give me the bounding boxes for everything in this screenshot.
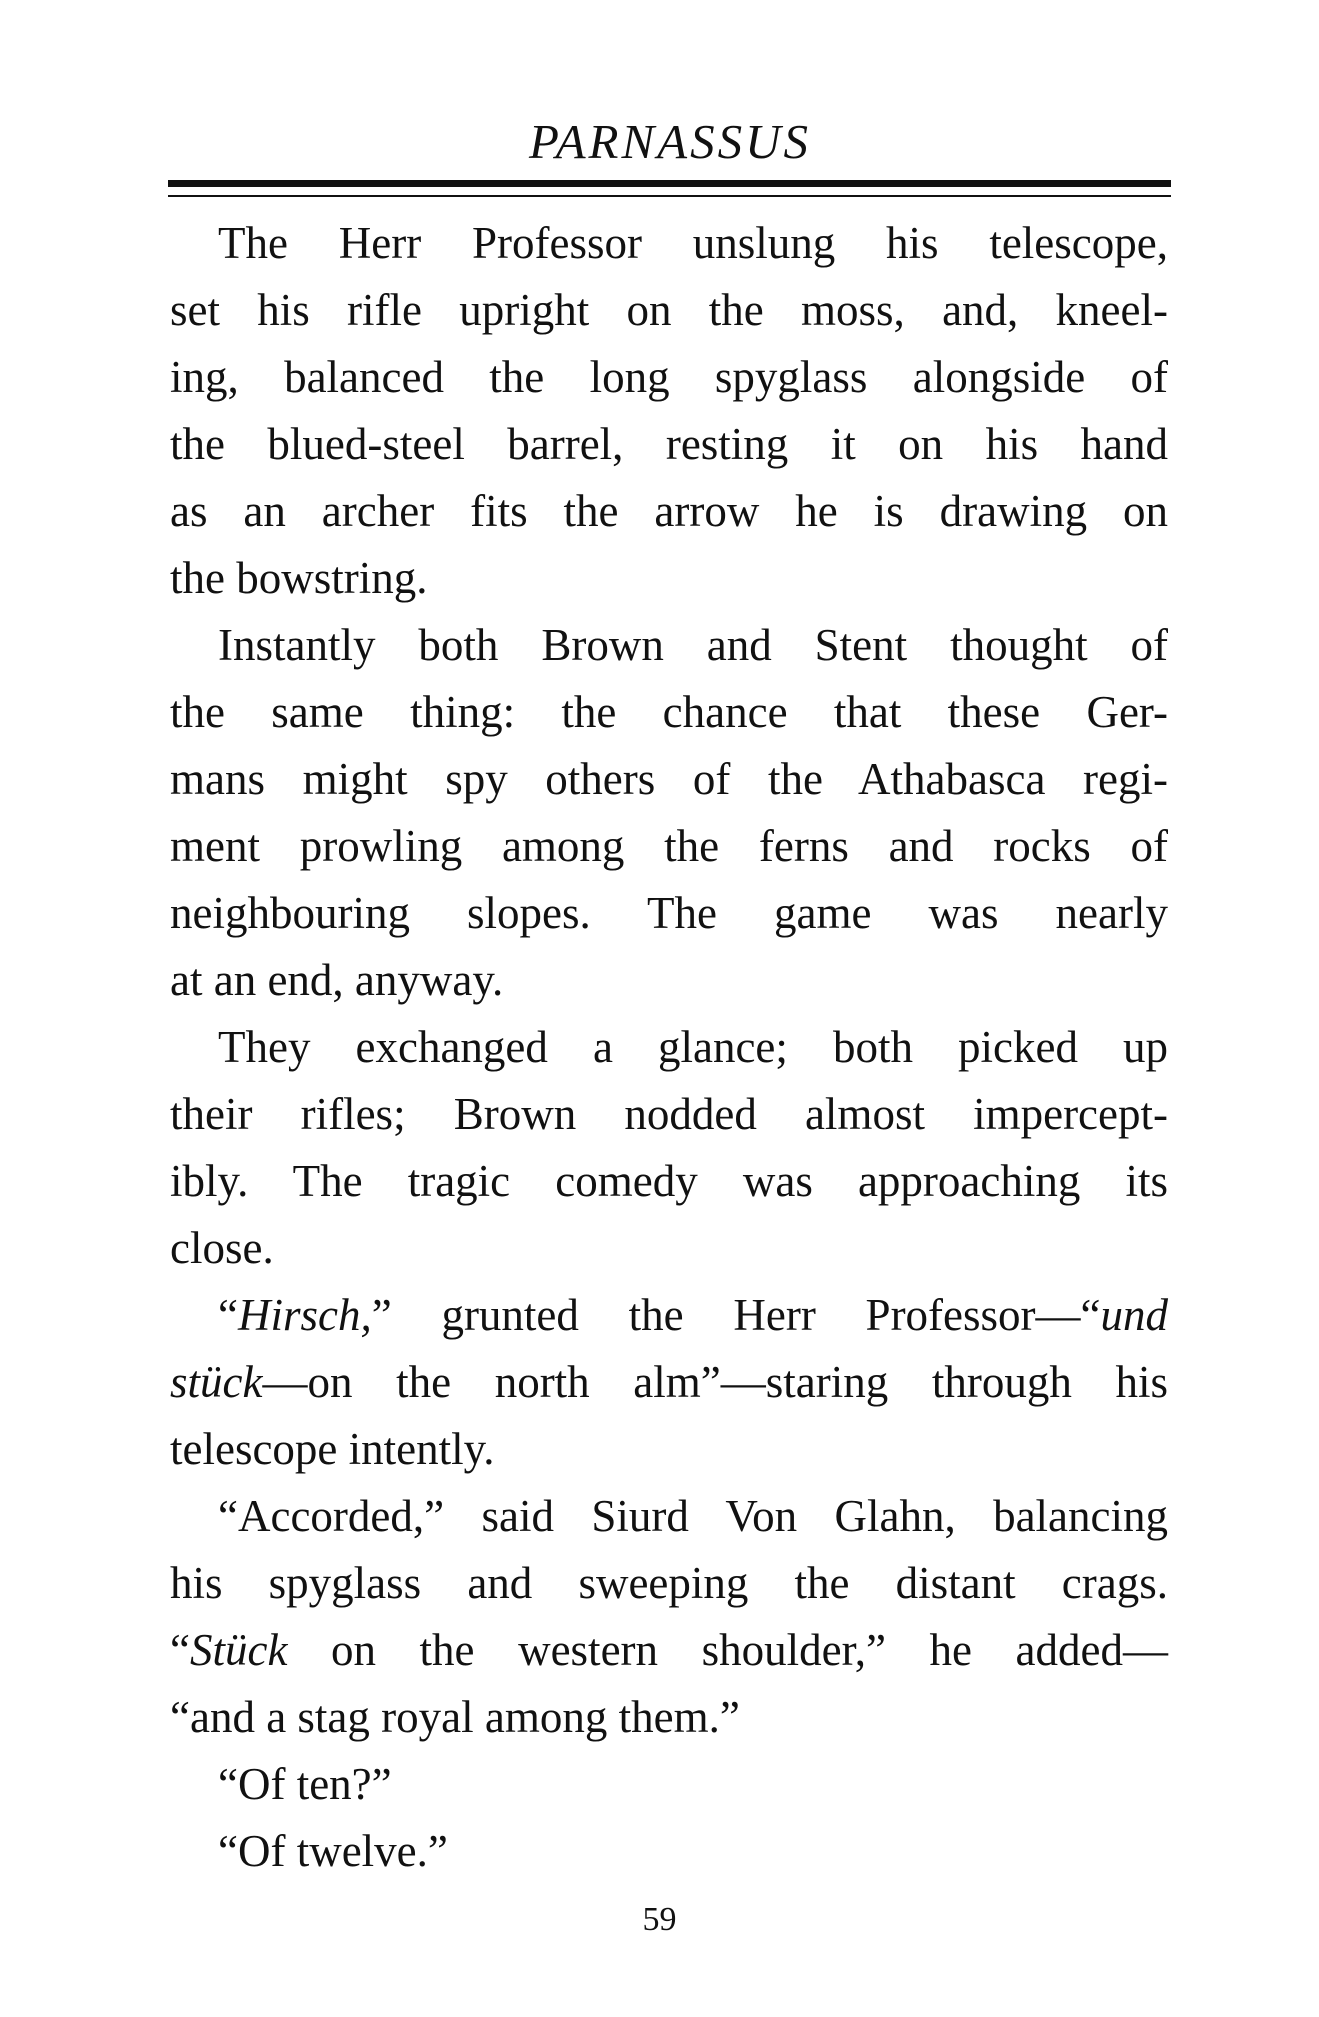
text-line: [170, 679, 1168, 746]
text-line: [170, 1282, 1168, 1349]
header-rule-thin: [168, 195, 1171, 197]
text-line: [170, 1751, 1168, 1818]
page-number: 59: [642, 1901, 677, 1938]
text-run: “: [218, 1290, 238, 1340]
text-line: [170, 1148, 1168, 1215]
italic-text: stück: [170, 1357, 263, 1407]
text-run: close.: [170, 1223, 274, 1273]
text-run: ment prowling among the ferns and rocks of: [170, 821, 1168, 871]
text-line: [170, 344, 1168, 411]
text-run: on the western shoulder,” he added—: [287, 1625, 1168, 1675]
text-run: telescope intently.: [170, 1424, 495, 1474]
paragraph: [170, 1483, 1168, 1751]
text-run: “and a stag royal among them.”: [170, 1692, 740, 1742]
text-run: the blued-steel barrel, resting it on his hand: [170, 419, 1168, 469]
text-line: [170, 1550, 1168, 1617]
text-run: “Of twelve.”: [218, 1826, 448, 1876]
text-run: neighbouring slopes. The game was nearly: [170, 888, 1168, 938]
text-run: mans might spy others of the Athabasca regi-: [170, 754, 1168, 804]
paragraph: [170, 1014, 1168, 1282]
italic-text: und: [1100, 1290, 1168, 1340]
text-run: They exchanged a glance; both picked up: [218, 1022, 1168, 1072]
text-run: his spyglass and sweeping the distant crags.: [170, 1558, 1168, 1608]
text-line: [170, 813, 1168, 880]
text-line: [170, 746, 1168, 813]
text-line: [170, 947, 1168, 1014]
paragraph: [170, 1751, 1168, 1818]
text-run: “Of ten?”: [218, 1759, 392, 1809]
italic-text: Stück: [189, 1625, 288, 1675]
text-run: ibly. The tragic comedy was approaching its: [170, 1156, 1168, 1206]
text-line: [170, 277, 1168, 344]
text-run: —on the north alm”—staring through his: [262, 1357, 1168, 1407]
paragraph: [170, 612, 1168, 1014]
text-run: the same thing: the chance that these Ger-: [170, 687, 1168, 737]
paragraph: [170, 210, 1168, 612]
text-line: [170, 1416, 1168, 1483]
text-line: [170, 1684, 1168, 1751]
text-line: [170, 880, 1168, 947]
text-run: as an archer fits the arrow he is drawing on: [170, 486, 1168, 536]
text-run: The Herr Professor unslung his telescope,: [218, 218, 1168, 268]
text-run: “Accorded,” said Siurd Von Glahn, balancing: [218, 1491, 1168, 1541]
text-line: [170, 1081, 1168, 1148]
running-head: PARNASSUS: [529, 114, 811, 169]
text-line: [170, 478, 1168, 545]
text-run: at an end, anyway.: [170, 955, 504, 1005]
text-line: [170, 411, 1168, 478]
text-line: [170, 612, 1168, 679]
text-run: “: [170, 1625, 190, 1675]
text-line: [170, 1215, 1168, 1282]
text-line: [170, 1818, 1168, 1885]
paragraph: [170, 1282, 1168, 1483]
italic-text: Hirsch,: [237, 1290, 372, 1340]
text-run: ing, balanced the long spyglass alongside of: [170, 352, 1168, 402]
header-rule-thick: [168, 180, 1171, 187]
text-line: [170, 1014, 1168, 1081]
text-line: [170, 1617, 1168, 1684]
body-text: [170, 210, 1168, 1885]
text-run: the bowstring.: [170, 553, 428, 603]
text-run: ” grunted the Herr Professor—“: [371, 1290, 1101, 1340]
text-run: set his rifle upright on the moss, and, kneel-: [170, 285, 1168, 335]
text-line: [170, 1349, 1168, 1416]
text-line: [170, 545, 1168, 612]
text-run: their rifles; Brown nodded almost impercept-: [170, 1089, 1168, 1139]
paragraph: [170, 1818, 1168, 1885]
text-run: Instantly both Brown and Stent thought of: [218, 620, 1168, 670]
text-line: [170, 1483, 1168, 1550]
text-line: [170, 210, 1168, 277]
